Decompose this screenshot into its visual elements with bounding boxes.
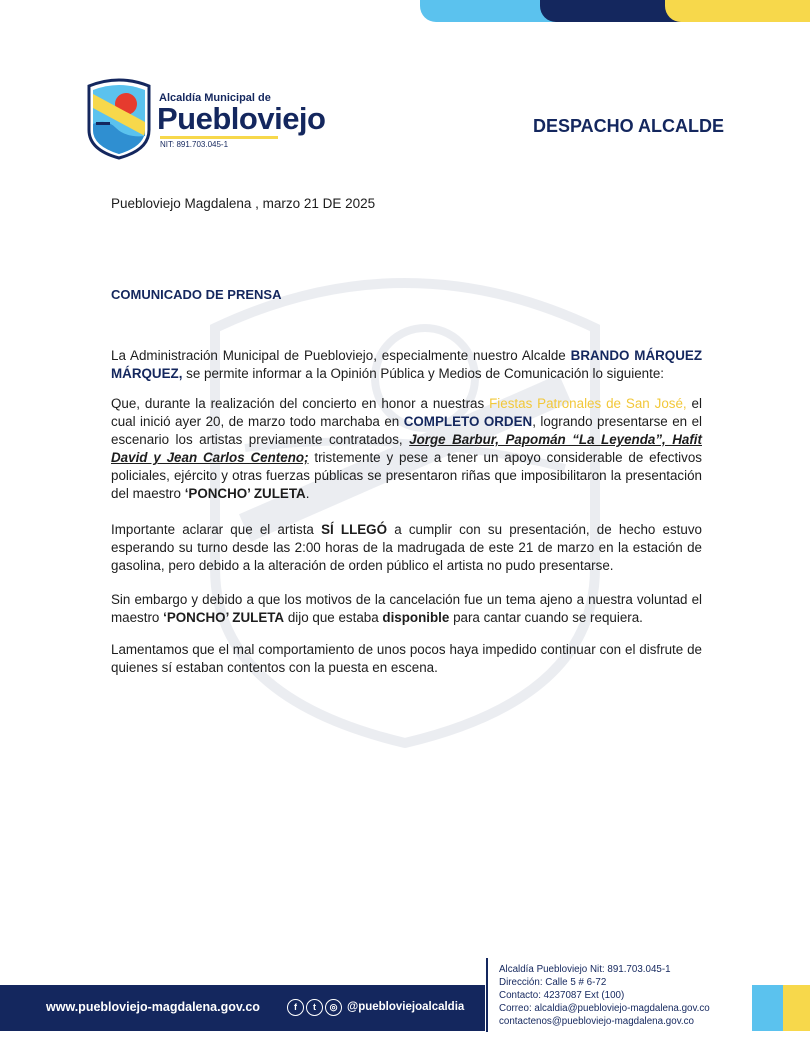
si-llego-text: SÍ LLEGÓ — [321, 522, 388, 537]
contact-address: Dirección: Calle 5 # 6-72 — [499, 977, 607, 988]
press-release-heading: COMUNICADO DE PRENSA — [111, 287, 282, 302]
paragraph-1: La Administración Municipal de Puebloviejo, especialmente nuestro Alcalde BRANDO MÁRQUEZ MÁRQUEZ, se permite informar a la Opinión Pública y Medios de Comunicación lo siguiente: — [111, 348, 702, 381]
poncho-zuleta: ‘PONCHO’ ZULETA — [163, 610, 285, 625]
artists-list: Jorge Barbur, Papomán “La Leyenda”, Hafit David y Jean Carlos Centeno; — [111, 432, 702, 465]
logo-subtitle: Alcaldía Municipal de — [159, 92, 271, 104]
footer-social-handle[interactable]: @puebloviejoalcaldia — [347, 1001, 465, 1013]
contact-email-2[interactable]: contactenos@puebloviejo-magdalena.gov.co — [499, 1016, 694, 1027]
orden-text: COMPLETO ORDEN — [403, 414, 533, 429]
instagram-icon[interactable]: ◎ — [325, 999, 342, 1016]
paragraph-3: Importante aclarar que el artista SÍ LLEGÓ a cumplir con su presentación, de hecho estuvo esperando su turno desde las 2:00 horas de la madrugada de este 21 de marzo en la estación de gasolina, pero debido a la alteración de orden público el artista no pudo presentarse. — [111, 522, 702, 573]
paragraph-2: Que, durante la realización del concierto en honor a nuestras Fiestas Patronales de San José, el cual inició ayer 20, de marzo todo marchaba en COMPLETO ORDEN, logrando presentarse en el escenario los artistas previamente contratados, Jorge Barbur, Papomán “La Leyenda”, Hafit David y Jean Carlos Centeno; tristemente y pese a tener un apoyo considerable de efectivos policiales, ejército y otras fuerzas públicas se presentaron riñas que imposibilitaron la presentación del maestro ‘PONCHO’ ZULETA. — [111, 396, 703, 501]
contact-email[interactable]: Correo: alcaldia@puebloviejo-magdalena.gov.co — [499, 1003, 710, 1014]
logo-underline — [160, 136, 278, 139]
twitter-icon[interactable]: t — [306, 999, 323, 1016]
disponible-text: disponible — [382, 610, 450, 625]
logo-title: Puebloviejo — [157, 101, 326, 136]
contact-phone: Contacto: 4237087 Ext (100) — [499, 990, 625, 1001]
mayor-name: BRANDO MÁRQUEZ MÁRQUEZ, — [111, 348, 702, 381]
paragraph-4: Sin embargo y debido a que los motivos de la cancelación fue un tema ajeno a nuestra voluntad el maestro ‘PONCHO’ ZULETA dijo que estaba disponible para cantar cuando se requiera. — [111, 592, 702, 625]
poncho-zuleta: ‘PONCHO’ ZULETA — [184, 486, 306, 501]
office-title: DESPACHO ALCALDE — [533, 116, 725, 136]
contact-nit: Alcaldía Puebloviejo Nit: 891.703.045-1 — [499, 964, 671, 975]
logo-nit: NIT: 891.703.045-1 — [160, 140, 229, 149]
facebook-icon[interactable]: f — [287, 999, 304, 1016]
footer-website-link[interactable]: www.puebloviejo-magdalena.gov.co — [46, 1000, 260, 1014]
fiestas-text: Fiestas Patronales de San José, — [489, 396, 687, 411]
municipal-shield-logo — [86, 78, 152, 160]
footer-divider — [486, 958, 488, 1032]
dateline: Puebloviejo Magdalena , marzo 21 DE 2025 — [111, 196, 376, 211]
top-bar-yellow — [665, 0, 810, 22]
footer-yellow-block — [783, 985, 810, 1031]
paragraph-5: Lamentamos que el mal comportamiento de unos pocos haya impedido continuar con el disfrute de quienes sí estaban contentos con la puesta en escena. — [111, 642, 702, 675]
